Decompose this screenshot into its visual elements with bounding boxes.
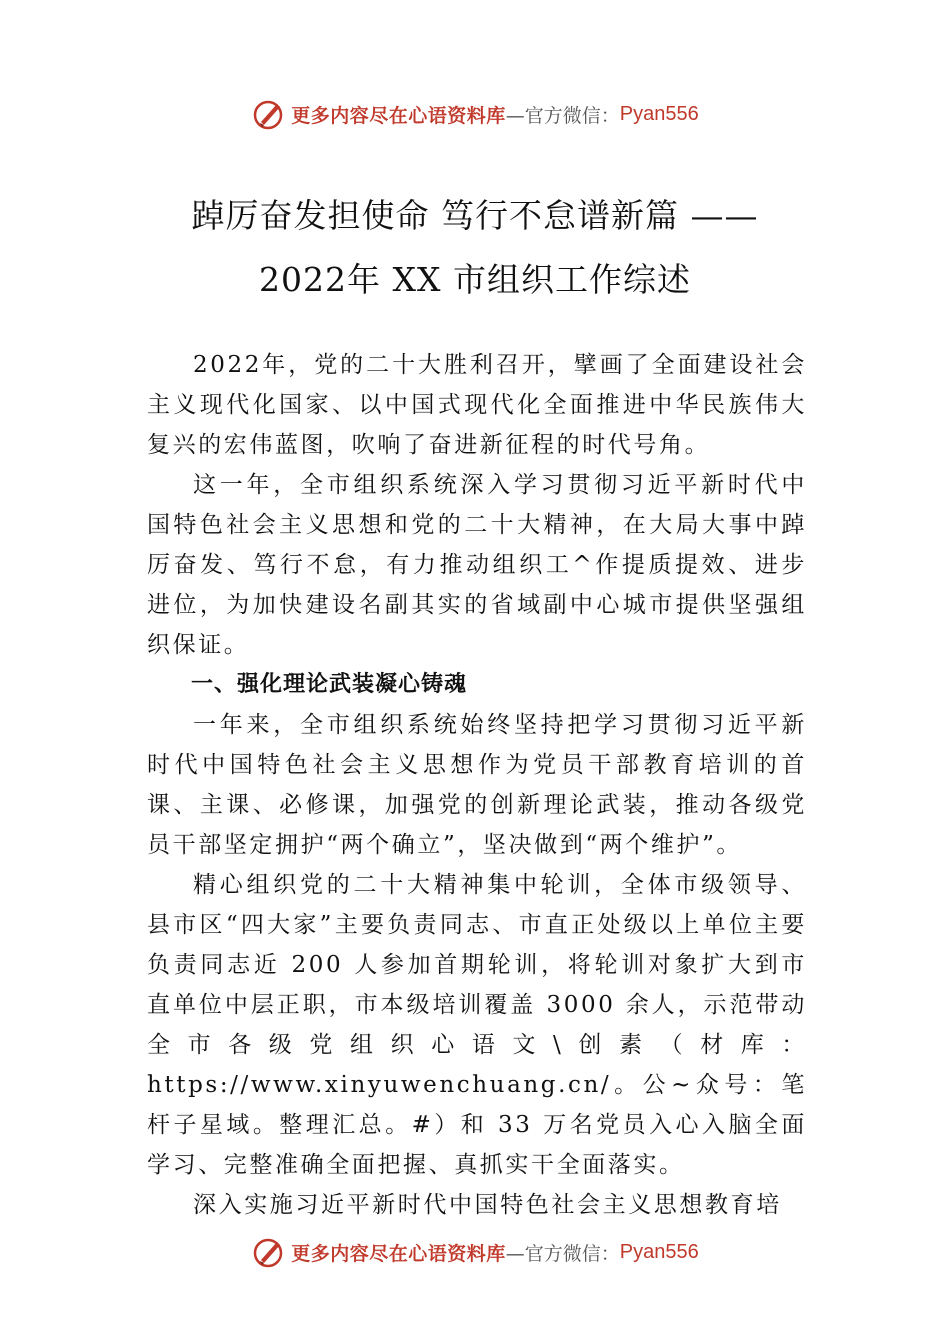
paragraph-summary: 这一年，全市组织系统深入学习贯彻习近平新时代中国特色社会主义思想和党的二十大精神，在大局大事中踔厉奋发、笃行不怠，有力推动组织工^作提质提效、进步进位，为加快建设名副其实的省域副中心城市提供坚强组织保证。	[147, 472, 807, 658]
section-paragraph: 深入实施习近平新时代中国特色社会主义思想教育培	[193, 1192, 782, 1218]
document-title-line2: 2022年 XX 市组织工作综述	[259, 260, 691, 299]
watermark-lead: 更多内容尽在心语资料库	[291, 104, 506, 127]
watermark-rest: —官方微信：	[505, 1242, 620, 1265]
watermark-wechat-id: Pyan556	[619, 102, 699, 125]
watermark-banner-bottom	[0, 1232, 950, 1272]
section-heading: 一、强化理论武装凝心铸魂	[191, 672, 468, 697]
watermark-wechat-id: Pyan556	[619, 1240, 699, 1263]
section-paragraph: 精心组织党的二十大精神集中轮训，全体市级领导、县市区“四大家”主要负责同志、市直正处级以上单位主要负责同志近 200 人参加首期轮训，将轮训对象扩大到市直单位中层正职，市本级培训覆盖 3000 余人，示范带动全市各级党组织心语文\创素（材库：https://www.xinyuwenchuang.cn/。公~众号：笔杆子星域。整理汇总。#）和 33 万名党员入心入脑全面学习、完整准确全面把握、真抓实干全面落实。	[147, 872, 807, 1178]
watermark-rest: —官方微信：	[505, 104, 620, 127]
watermark-banner-top	[0, 94, 950, 134]
pen-logo-icon	[251, 96, 287, 132]
document-title-line1: 踔厉奋发担使命 笃行不怠谱新篇 ——	[191, 196, 759, 235]
section-paragraph: 一年来，全市组织系统始终坚持把学习贯彻习近平新时代中国特色社会主义思想作为党员干部教育培训的首课、主课、必修课，加强党的创新理论武装，推动各级党员干部坚定拥护“两个确立”，坚决做到“两个维护”。	[147, 712, 807, 858]
pen-logo-icon	[251, 1234, 287, 1270]
watermark-lead: 更多内容尽在心语资料库	[291, 1242, 506, 1265]
document-body	[147, 345, 807, 1225]
paragraph-intro: 2022年，党的二十大胜利召开，擘画了全面建设社会主义现代化国家、以中国式现代化全面推进中华民族伟大复兴的宏伟蓝图，吹响了奋进新征程的时代号角。	[147, 352, 807, 458]
